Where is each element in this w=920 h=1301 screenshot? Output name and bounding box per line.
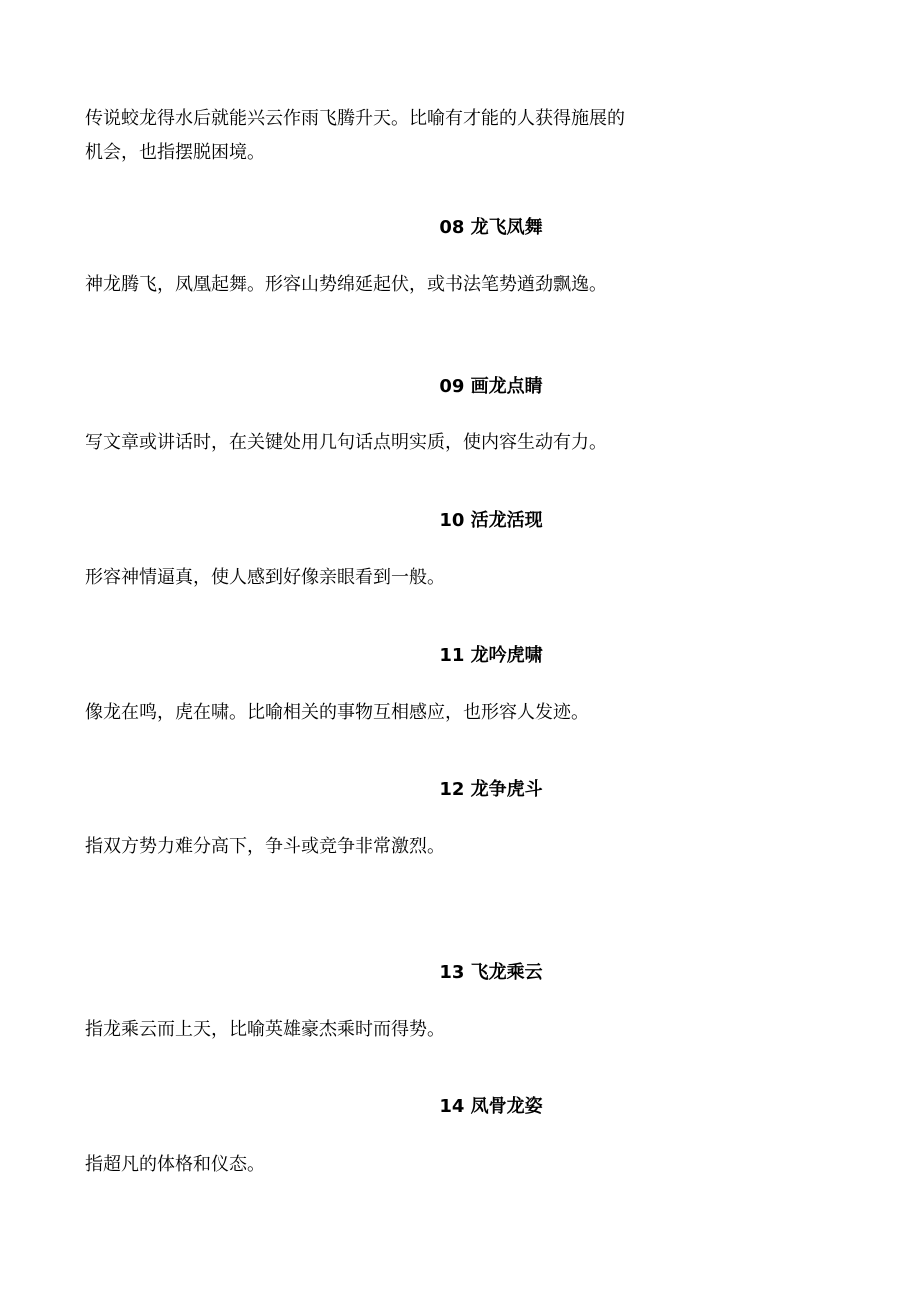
entry-title-14	[0, 1096, 920, 1118]
entry-title-text: 11 龙吟虎啸	[439, 645, 543, 666]
entry-title-08	[0, 217, 920, 239]
entry-title-text: 12 龙争虎斗	[439, 779, 543, 800]
entry-desc-14: 指超凡的体格和仪态。	[85, 1154, 265, 1175]
intro-line-2: 机会，也指摆脱困境。	[85, 142, 265, 163]
entry-title-text: 13 飞龙乘云	[439, 962, 543, 983]
intro-line-1: 传说蛟龙得水后就能兴云作雨飞腾升天。比喻有才能的人获得施展的	[85, 108, 625, 129]
entry-title-13	[0, 962, 920, 984]
entry-desc-09: 写文章或讲话时，在关键处用几句话点明实质，使内容生动有力。	[85, 432, 607, 453]
entry-title-09	[0, 376, 920, 398]
entry-title-11	[0, 645, 920, 667]
entry-title-10	[0, 510, 920, 532]
entry-desc-10: 形容神情逼真，使人感到好像亲眼看到一般。	[85, 567, 445, 588]
entry-title-text: 14 凤骨龙姿	[439, 1096, 543, 1117]
entry-title-text: 09 画龙点睛	[439, 376, 543, 397]
entry-desc-13: 指龙乘云而上天，比喻英雄豪杰乘时而得势。	[85, 1019, 445, 1040]
entry-desc-11: 像龙在鸣，虎在啸。比喻相关的事物互相感应，也形容人发迹。	[85, 702, 589, 723]
entry-title-12	[0, 779, 920, 801]
entry-desc-12: 指双方势力难分高下，争斗或竞争非常激烈。	[85, 836, 445, 857]
entry-title-text: 08 龙飞凤舞	[439, 217, 543, 238]
entry-desc-08: 神龙腾飞，凤凰起舞。形容山势绵延起伏，或书法笔势遒劲飘逸。	[85, 274, 607, 295]
entry-title-text: 10 活龙活现	[439, 510, 543, 531]
